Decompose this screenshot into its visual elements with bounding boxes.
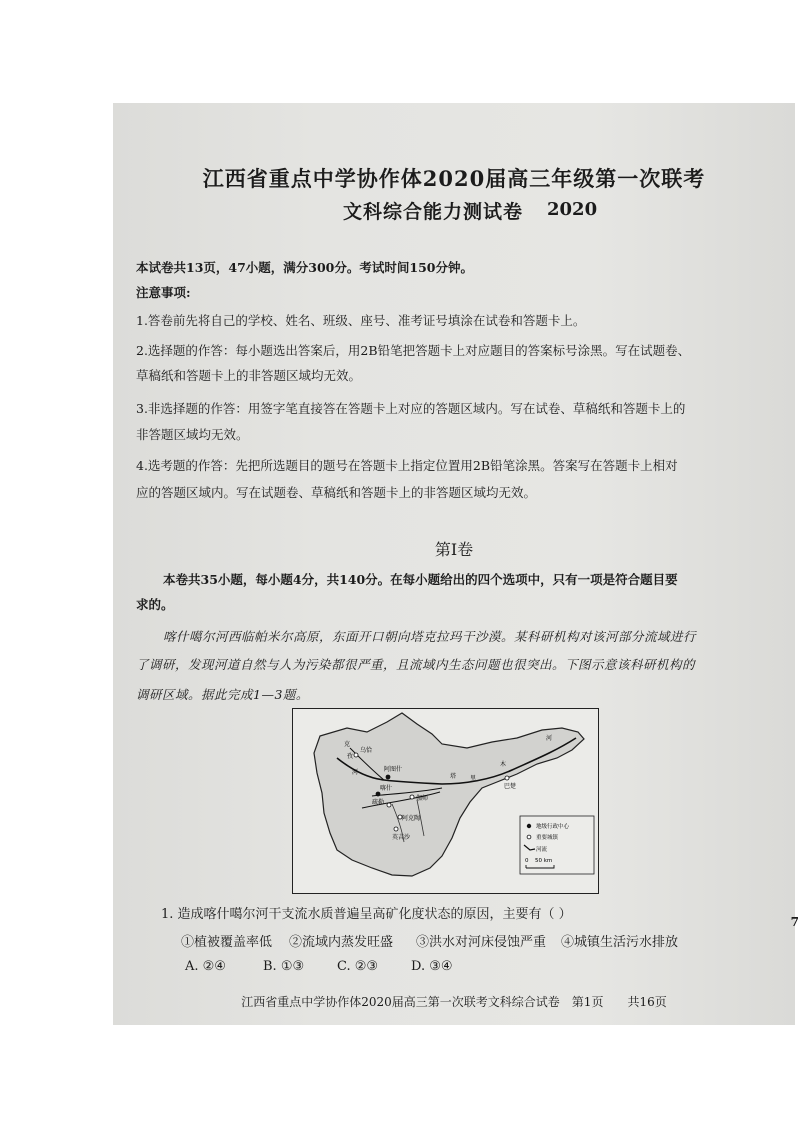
- option-b: B. ①③: [263, 959, 305, 974]
- page-footer: 江西省重点中学协作体2020届高三第一次联考文科综合试卷 第1页 共16页: [241, 995, 667, 1009]
- town-marker: [387, 803, 391, 807]
- admin-center-marker: [376, 792, 381, 797]
- section-instruction: 本卷共35小题，每小题4分，共140分。在每小题给出的四个选项中，只有一项是符合题目要: [163, 572, 678, 587]
- study-area-map: [292, 708, 599, 894]
- town-marker: [394, 827, 398, 831]
- exam-summary: 本试卷共13页，47小题，满分300分。考试时间150分钟。: [136, 260, 473, 275]
- map-label: 木: [500, 761, 507, 768]
- map-label: 克: [344, 741, 351, 748]
- notice-item-3-cont: 非答题区域均无效。: [136, 427, 249, 442]
- town-marker: [354, 753, 358, 757]
- admin-center-marker: [386, 775, 391, 780]
- year-mark: 2020: [547, 199, 598, 220]
- map-label: 乌恰: [360, 747, 373, 754]
- map-label: 阿图什: [384, 766, 403, 773]
- legend-admin-label: 地级行政中心: [536, 824, 570, 830]
- section-title: 第Ⅰ卷: [434, 540, 474, 559]
- legend-admin-icon: [527, 824, 531, 828]
- exam-title: 江西省重点中学协作体2020届高三年级第一次联考: [202, 166, 706, 191]
- town-marker: [410, 795, 414, 799]
- legend-river-label: 河流: [536, 847, 548, 853]
- map-label: 疏勒: [372, 799, 385, 806]
- notice-item-4-cont: 应的答题区域内。写在试题卷、草稿纸和答题卡上的非答题区域均无效。: [136, 485, 537, 500]
- option-a: A. ②④: [185, 959, 226, 974]
- exam-paper-photo: [113, 103, 799, 1025]
- legend-town-icon: [527, 835, 531, 839]
- map-label: 伽师: [416, 795, 429, 802]
- question-1-stem: 1. 造成喀什噶尔河干支流水质普遍呈高矿化度状态的原因，主要有（ ）: [161, 907, 572, 922]
- statement-3: ③洪水对河床侵蚀严重: [416, 935, 547, 950]
- statement-2: ②流域内蒸发旺盛: [289, 935, 394, 950]
- map-label: 河: [352, 769, 359, 776]
- notice-item-1: 1.答卷前先将自己的学校、姓名、班级、座号、准考证号填涂在试卷和答题卡上。: [136, 313, 586, 328]
- statement-1: ①植被覆盖率低: [181, 935, 273, 950]
- map-label: 巴楚: [504, 783, 517, 790]
- exam-subtitle: 文科综合能力测试卷: [343, 201, 524, 223]
- notice-item-3: 3.非选择题的作答：用签字笔直接答在答题卡上对应的答题区域内。写在试卷、草稿纸和答题卡上的: [136, 401, 686, 416]
- passage-line-2: 了调研，发现河道自然与人为污染都很严重，且流域内生态问题也很突出。下图示意该科研机构的: [136, 657, 696, 672]
- section-instruction-cont: 求的。: [136, 597, 174, 612]
- map-label: 塔: [450, 773, 457, 780]
- legend-scale-zero: 0: [525, 858, 529, 864]
- map-label: 阿克陶: [402, 815, 421, 822]
- map-label: 喀什: [380, 785, 393, 792]
- passage-line-1: 喀什噶尔河西临帕米尔高原，东面开口朝向塔克拉玛干沙漠。某科研机构对该河部分流域进行: [163, 629, 697, 644]
- map-label: 里: [470, 775, 477, 782]
- statement-4: ④城镇生活污水排放: [561, 935, 679, 950]
- edge-mark: 7: [790, 915, 799, 929]
- legend-scale-label: 50 km: [535, 858, 553, 864]
- option-d: D. ③④: [411, 959, 453, 974]
- map-label: 孜: [347, 753, 354, 760]
- notice-heading: 注意事项:: [136, 285, 191, 300]
- map-label: 英吉沙: [392, 834, 411, 841]
- notice-item-2-cont: 草稿纸和答题卡上的非答题区域均无效。: [136, 368, 362, 383]
- option-c: C. ②③: [337, 959, 379, 974]
- notice-item-2: 2.选择题的作答：每小题选出答案后，用2B铅笔把答题卡上对应题目的答案标号涂黑。写在试题卷、: [136, 343, 691, 358]
- passage-line-3: 调研区域。据此完成1—3题。: [136, 687, 309, 702]
- town-marker: [505, 776, 509, 780]
- map-label: 河: [546, 735, 553, 742]
- notice-item-4: 4.选考题的作答：先把所选题目的题号在答题卡上指定位置用2B铅笔涂黑。答案写在答题卡上相对: [136, 458, 678, 473]
- legend-town-label: 重要城镇: [536, 835, 559, 841]
